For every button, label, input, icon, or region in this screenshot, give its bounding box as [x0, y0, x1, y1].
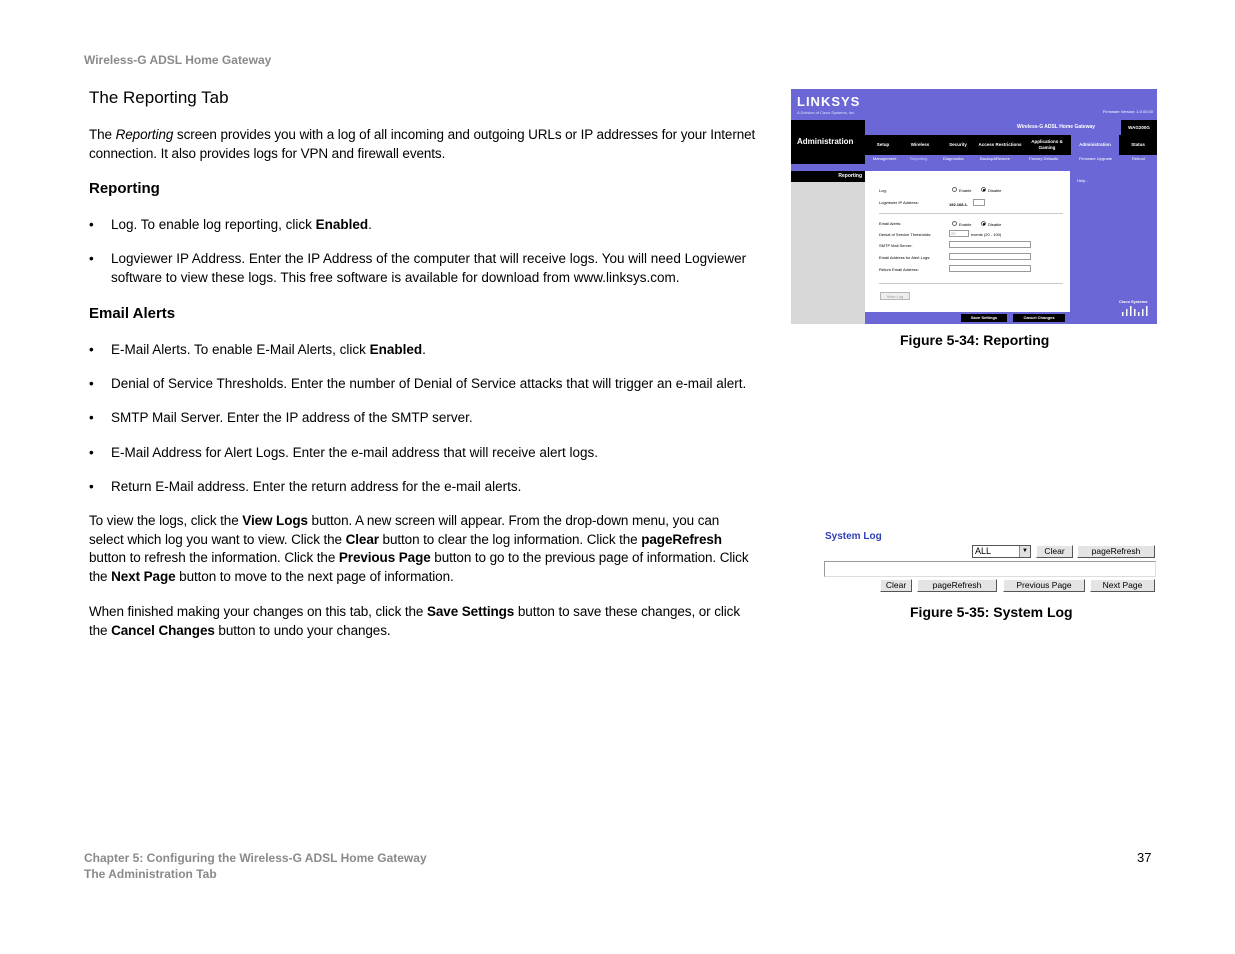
bullet-icon: • — [89, 410, 94, 425]
logs-paragraph — [89, 512, 769, 586]
para-text: button to save these changes, or click — [514, 604, 740, 619]
reporting-screenshot — [791, 89, 1157, 324]
logviewer-ip-input[interactable] — [973, 199, 985, 206]
email-alerts-label: Email Alerts: — [879, 221, 902, 226]
email-disable-radio[interactable] — [981, 221, 986, 226]
para-text: button. A new screen will appear. From the drop-down menu, you can — [307, 513, 720, 528]
enable-label: Enable — [959, 222, 972, 227]
top-page-refresh-button[interactable]: pageRefresh — [1077, 545, 1155, 558]
enable-label: Enable — [959, 188, 972, 193]
tab-setup[interactable]: Setup — [876, 142, 890, 147]
para-text: the — [89, 622, 112, 638]
bullet-text: Denial of Service Thresholds. Enter the number of Denial of Service attacks that will trigger an e-mail alert. — [111, 376, 747, 391]
para-text: select which log you want to view. Click the — [89, 531, 346, 547]
para-text: button to clear the log information. Click the — [378, 531, 642, 547]
page-number: 37 — [1137, 850, 1152, 865]
subtab-firmware-upgrade[interactable]: Firmware Upgrade — [1079, 156, 1113, 161]
previous-page-button[interactable]: Previous Page — [1003, 579, 1085, 592]
tab-wireless[interactable]: Wireless — [910, 142, 930, 147]
product-name: Wireless-G ADSL Home Gateway — [1017, 124, 1096, 130]
para-keyword: Clear — [345, 531, 379, 547]
return-email-input[interactable] — [949, 265, 1031, 272]
save-paragraph — [89, 603, 769, 640]
subtab-backup-restore[interactable]: Backup&Restore — [980, 156, 1011, 161]
para-keyword: Save Settings — [426, 604, 515, 619]
intro-paragraph — [89, 126, 769, 163]
bullet-icon: • — [89, 376, 94, 391]
email-alerts-heading: Email Alerts — [89, 305, 176, 322]
running-header: Wireless-G ADSL Home Gateway — [84, 53, 272, 67]
tab-access-restrictions[interactable]: Access Restrictions — [978, 142, 1022, 147]
disable-label: Disable — [988, 222, 1002, 227]
bullet-text: . — [368, 217, 372, 232]
return-email-label: Return Email Address: — [879, 267, 919, 272]
disable-label: Disable — [988, 188, 1002, 193]
intro-emphasis: Reporting — [115, 127, 174, 142]
para-text: button to go to the previous page of information. Click — [430, 550, 749, 565]
divider — [879, 213, 1063, 214]
tab-status[interactable]: Status — [1131, 142, 1145, 147]
intro-text: The — [89, 127, 116, 142]
smtp-label: SMTP Mail Server: — [879, 243, 913, 248]
subtab-reporting[interactable]: Reporting — [910, 156, 928, 161]
view-log-button[interactable]: View Log — [880, 292, 910, 300]
section-label: Administration — [797, 137, 854, 146]
para-text: button to undo your changes. — [214, 622, 391, 638]
log-disable-radio[interactable] — [981, 187, 986, 192]
logviewer-prefix: 192.168.1. — [949, 202, 968, 207]
subtab-diagnostics[interactable]: Diagnostics — [943, 156, 964, 161]
main-tabs — [865, 135, 1157, 155]
para-keyword: pageRefresh — [641, 531, 722, 547]
log-label: Log: — [879, 188, 887, 193]
email-enable-radio[interactable] — [952, 221, 957, 226]
save-settings-button[interactable]: Save Settings — [961, 314, 1007, 322]
para-text: button to refresh the information. Click the — [89, 550, 339, 565]
bullet-keyword: Enabled — [315, 217, 369, 232]
subtab-management[interactable]: Management — [873, 156, 897, 161]
sidebar-header: Reporting — [791, 171, 865, 182]
product-bar — [865, 120, 1157, 135]
log-display-area[interactable] — [824, 561, 1156, 577]
firmware-version: Firmware Version: 1.0.00.00 — [1102, 109, 1153, 114]
intro-text: screen provides you with a log of all incoming and outgoing URLs or IP addresses for your Internet — [173, 127, 756, 142]
bottom-page-refresh-button[interactable]: pageRefresh — [917, 579, 997, 592]
tab-administration[interactable]: Administration — [1071, 135, 1119, 155]
bullet-text: E-Mail Address for Alert Logs. Enter the e-mail address that will receive alert logs. — [111, 445, 598, 460]
next-page-button[interactable]: Next Page — [1090, 579, 1155, 592]
para-keyword: Cancel Changes — [111, 622, 215, 638]
tab-security[interactable]: Security — [949, 142, 967, 147]
dos-hint: events (20 - 100) — [971, 232, 1002, 237]
para-text: When finished making your changes on this tab, click the — [89, 604, 427, 619]
para-keyword: Next Page — [111, 568, 176, 584]
bullet-icon: • — [89, 445, 94, 460]
para-keyword: Previous Page — [338, 550, 431, 565]
cisco-bridge-icon — [1121, 306, 1151, 316]
divider — [879, 283, 1063, 284]
sub-tabs — [865, 155, 1157, 164]
bullet-icon: • — [89, 251, 94, 266]
dos-threshold-input[interactable]: 20 — [949, 230, 969, 237]
smtp-server-input[interactable] — [949, 241, 1031, 248]
bottom-clear-button[interactable]: Clear — [880, 579, 912, 592]
reporting-heading: Reporting — [89, 180, 160, 197]
sidebar — [791, 171, 865, 324]
bullet-icon: • — [89, 342, 94, 357]
bullet-text: Log. To enable log reporting, click — [111, 217, 316, 232]
subtab-reboot[interactable]: Reboot — [1132, 156, 1145, 161]
select-value: ALL — [975, 546, 992, 556]
intro-text: connection. It also provides logs for VPN and firewall events. — [89, 145, 446, 161]
alert-email-input[interactable] — [949, 253, 1031, 260]
para-text: To view the logs, click the — [89, 513, 243, 528]
footer-chapter: Chapter 5: Configuring the Wireless-G ADSL Home Gateway — [84, 851, 427, 865]
system-log-title: System Log — [825, 531, 882, 542]
bullet-text: software to view these logs. This free software is available for download from www.linksys.com. — [111, 269, 680, 285]
para-text: button to move to the next page of information. — [175, 568, 454, 584]
log-enable-radio[interactable] — [952, 187, 957, 192]
log-type-select[interactable] — [972, 545, 1031, 558]
top-clear-button[interactable]: Clear — [1036, 545, 1073, 558]
bullet-text: Logviewer IP Address. Enter the IP Address of the computer that will receive logs. You will need Logviewer — [111, 251, 747, 266]
subtab-factory-defaults[interactable]: Factory Defaults — [1029, 156, 1059, 161]
footer-section: The Administration Tab — [84, 867, 217, 881]
logo-subtitle: A Division of Cisco Systems, Inc. — [797, 110, 856, 115]
bullet-text: E-Mail Alerts. To enable E-Mail Alerts, click — [111, 342, 370, 357]
model-number: WAG200G — [1121, 120, 1157, 135]
bullet-text: . — [422, 342, 426, 357]
chevron-down-icon[interactable]: ▼ — [1019, 546, 1030, 557]
bullet-text: SMTP Mail Server. Enter the IP address of the SMTP server. — [111, 410, 473, 425]
cisco-logo: Cisco Systems — [1119, 299, 1148, 304]
footer — [84, 850, 427, 882]
bullet-icon: • — [89, 479, 94, 494]
cancel-changes-button[interactable]: Cancel Changes — [1013, 314, 1065, 322]
figure-caption: Figure 5-34: Reporting — [900, 332, 1050, 348]
figure-caption: Figure 5-35: System Log — [910, 604, 1073, 620]
logviewer-label: Logviewer IP Address: — [879, 200, 919, 205]
linksys-logo: LINKSYS — [797, 94, 861, 109]
para-text: the — [89, 568, 112, 584]
para-keyword: View Logs — [242, 513, 308, 528]
section-title: The Reporting Tab — [89, 88, 229, 107]
help-link[interactable]: Help... — [1077, 178, 1089, 183]
dos-label: Denial of Service Thresholds: — [879, 232, 932, 237]
bullet-icon: • — [89, 217, 94, 232]
tab-applications-gaming[interactable]: Applications & Gaming — [1031, 139, 1063, 150]
bullet-keyword: Enabled — [369, 342, 423, 357]
bullet-text: Return E-Mail address. Enter the return address for the e-mail alerts. — [111, 479, 522, 494]
alert-email-label: Email Address for Alert Logs: — [879, 255, 931, 260]
